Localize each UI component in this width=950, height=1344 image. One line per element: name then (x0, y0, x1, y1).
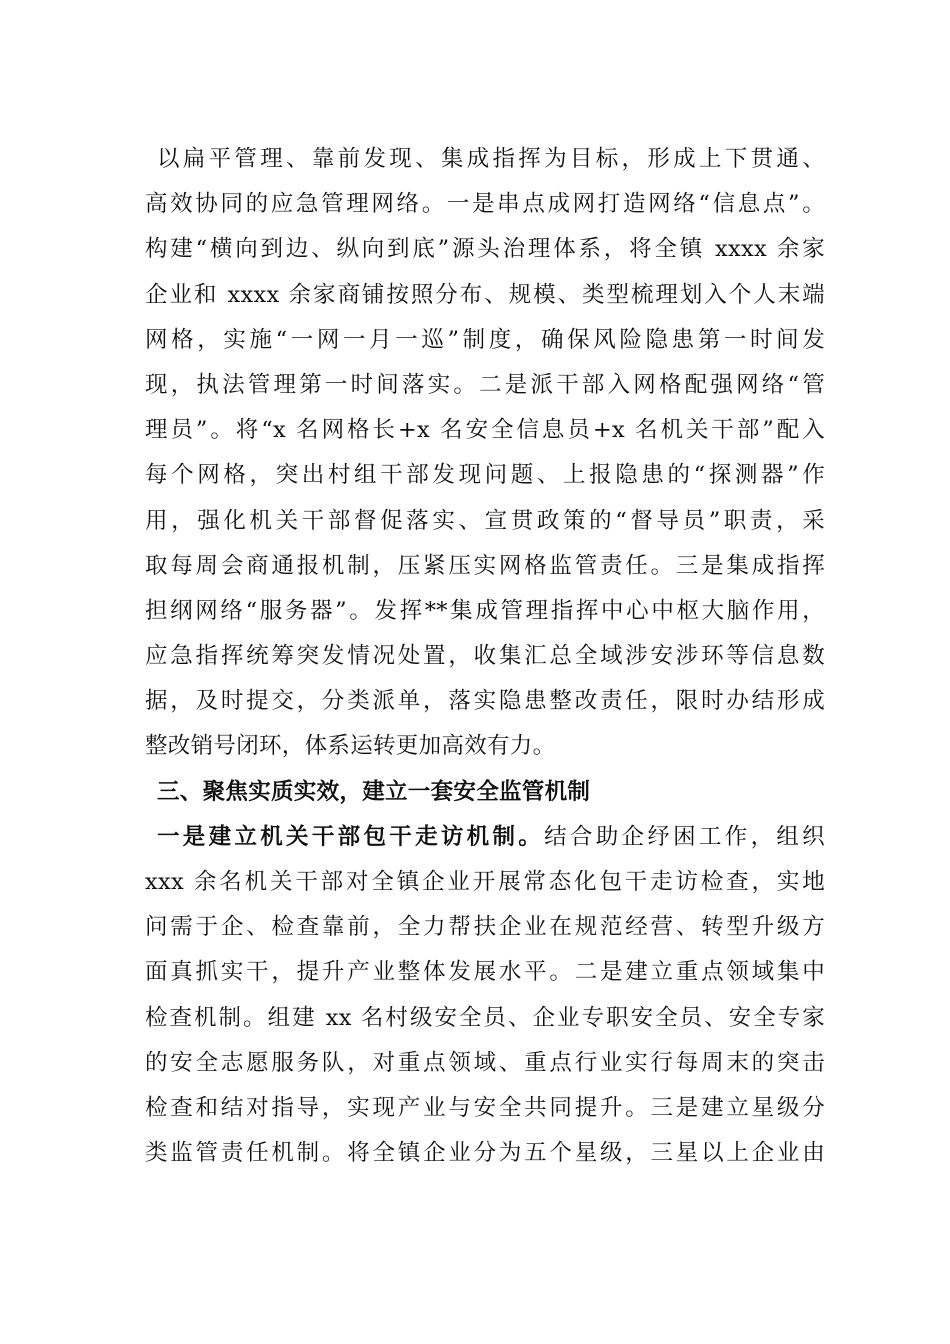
paragraph-line: 类监管责任机制。将全镇企业分为五个星级，三星以上企业由 (145, 1140, 825, 1167)
paragraph-line: 理员”。将“x 名网格长+x 名安全信息员+x 名机关干部”配入 (145, 417, 825, 444)
paragraph-line: 以扁平管理、靠前发现、集成指挥为目标，形成上下贯通、 (157, 146, 825, 172)
section-heading: 三、聚焦实质实效，建立一套安全监管机制 (157, 778, 591, 805)
paragraph-line: 的安全志愿服务队，对重点领域、重点行业实行每周末的突击 (145, 1049, 825, 1076)
paragraph-line: 用，强化机关干部督促落实、宣贯政策的“督导员”职责，采 (145, 507, 825, 534)
paragraph-line: 构建“横向到边、纵向到底”源头治理体系，将全镇 xxxx 余家 (145, 236, 825, 263)
paragraph-line: 担纲网络“服务器”。发挥**集成管理指挥中心中枢大脑作用， (145, 597, 825, 624)
paragraph-line: 据，及时提交，分类派单，落实隐患整改责任，限时办结形成 (145, 688, 825, 715)
paragraph-line: 企业和 xxxx 余家商铺按照分布、规模、类型梳理划入个人末端 (145, 281, 825, 308)
paragraph-line: 整改销号闭环，体系运转更加高效有力。 (145, 733, 556, 760)
paragraph-line: 每个网格，突出村组干部发现问题、上报隐患的“探测器”作 (145, 462, 825, 489)
paragraph-line: 面真抓实干，提升产业整体发展水平。二是建立重点领域集中 (145, 959, 825, 986)
paragraph-line: 高效协同的应急管理网络。一是串点成网打造网络“信息点”。 (145, 191, 825, 218)
document-body (145, 137, 825, 1176)
paragraph-line: 网格，实施“一网一月一巡”制度，确保风险隐患第一时间发 (145, 326, 825, 353)
paragraph-line (145, 815, 825, 860)
paragraph-line: 取每周会商通报机制，压紧压实网格监管责任。三是集成指挥 (145, 552, 825, 579)
paragraph-line: 问需于企、检查靠前，全力帮扶企业在规范经营、转型升级方 (145, 914, 825, 941)
paragraph-line: 检查机制。组建 xx 名村级安全员、企业专职安全员、安全专家 (145, 1004, 825, 1031)
paragraph-line: 现，执法管理第一时间落实。二是派干部入网格配强网络“管 (145, 371, 825, 398)
lead-phrase: 一是建立机关干部包干走访机制。 (157, 823, 545, 850)
paragraph-line: xxx 余名机关干部对全镇企业开展常态化包干走访检查，实地 (145, 869, 825, 895)
paragraph-line: 应急指挥统筹突发情况处置，收集汇总全域涉安涉环等信息数 (145, 643, 825, 670)
paragraph-line: 检查和结对指导，实现产业与安全共同提升。三是建立星级分 (145, 1094, 825, 1121)
paragraph-text: 结合助企纾困工作，组织 (544, 823, 825, 850)
